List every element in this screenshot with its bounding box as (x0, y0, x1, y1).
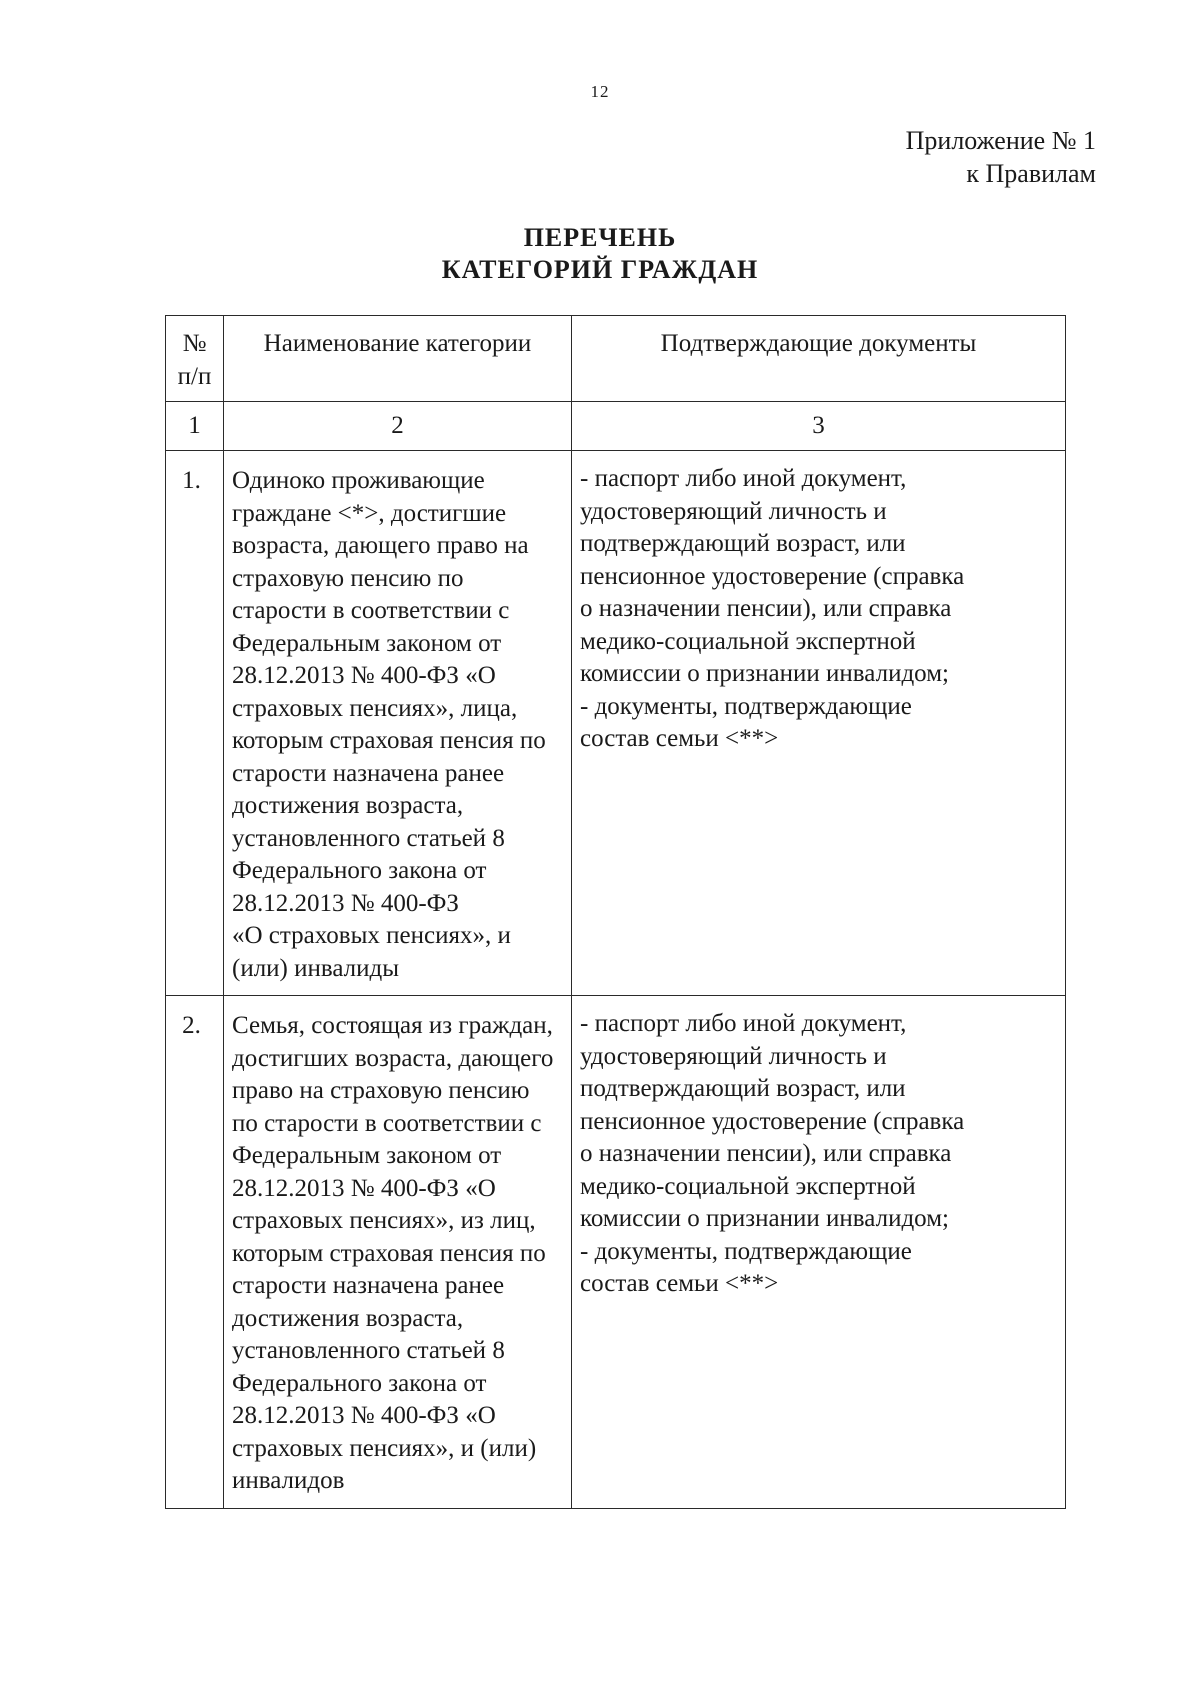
documents-line: о назначении пенсии), или справка (580, 595, 952, 622)
documents-line: состав семьи <**> (580, 1270, 779, 1297)
documents-line: о назначении пенсии), или справка (580, 1140, 952, 1167)
header-name: Наименование категории (224, 316, 572, 402)
categories-table (165, 315, 1066, 1509)
category-name-line: возраста, дающего право на (232, 532, 529, 559)
documents-cell (572, 996, 1066, 1509)
title-line-1: ПЕРЕЧЕНЬ (523, 223, 677, 252)
category-name-line: 28.12.2013 № 400-ФЗ «О (232, 662, 496, 689)
table-row (166, 996, 1066, 1509)
category-name-cell (224, 996, 572, 1509)
document-title (0, 222, 1200, 286)
header-docs: Подтверждающие документы (572, 316, 1066, 402)
column-number: 3 (572, 402, 1066, 451)
category-name-line: установленного статьей 8 (232, 824, 505, 852)
category-name-line: Одиноко проживающие (232, 467, 485, 494)
category-name-cell (224, 451, 572, 996)
documents-line: медико-социальной экспертной (580, 627, 916, 655)
header-num: № п/п (166, 316, 224, 402)
page-number: 12 (590, 82, 610, 101)
category-name-line: которым страховая пенсия по (232, 727, 546, 754)
table-header-row (166, 316, 1066, 402)
category-name-line: Федеральным законом от (232, 1142, 502, 1169)
category-name-line: граждане <*>, достигшие (232, 499, 507, 527)
category-name-line: (или) инвалиды (232, 954, 400, 982)
category-name-line: страховых пенсиях», лица, (232, 694, 518, 722)
column-number: 2 (224, 402, 572, 451)
category-name-line: Федеральным законом от (232, 629, 502, 657)
column-number-row (166, 402, 1066, 451)
documents-line: пенсионное удостоверение (справка (580, 1107, 965, 1135)
category-name-line: Семья, состоящая из граждан, (232, 1012, 553, 1039)
row-number: 1. (166, 451, 224, 996)
category-name-line: 28.12.2013 № 400-ФЗ «О (232, 1174, 496, 1202)
category-name-line: право на страховую пенсию (232, 1077, 530, 1104)
category-name-line: Федерального закона от (232, 857, 487, 884)
documents-line: - документы, подтверждающие (580, 1237, 912, 1265)
documents-line: удостоверяющий личность и (580, 1042, 887, 1070)
category-name-line: страховых пенсиях», и (или) (232, 1434, 537, 1462)
documents-line: - паспорт либо иной документ, (580, 465, 907, 492)
documents-line: удостоверяющий личность и (580, 497, 887, 525)
category-name-line: «О страховых пенсиях», и (232, 922, 511, 949)
category-name-line: старости в соответствии с (232, 597, 510, 624)
category-name-line: которым страховая пенсия по (232, 1239, 546, 1267)
appendix-line-1: Приложение № 1 (905, 126, 1096, 155)
appendix-line-2: к Правилам (966, 159, 1096, 188)
appendix-note (906, 124, 1096, 190)
category-name-line: достигших возраста, дающего (232, 1044, 554, 1072)
documents-line: пенсионное удостоверение (справка (580, 562, 965, 590)
category-name-line: установленного статьей 8 (232, 1337, 505, 1364)
table-body (166, 451, 1066, 1509)
documents-line: подтверждающий возраст, или (580, 530, 906, 557)
documents-line: состав семьи <**> (580, 725, 779, 752)
title-line-2: КАТЕГОРИЙ ГРАЖДАН (441, 255, 759, 284)
category-name-line: страховую пенсию по (232, 564, 464, 592)
documents-line: комиссии о признании инвалидом; (580, 1205, 949, 1232)
documents-line: - документы, подтверждающие (580, 692, 912, 720)
table-row (166, 451, 1066, 996)
documents-line: комиссии о признании инвалидом; (580, 660, 949, 687)
category-name-line: по старости в соответствии с (232, 1109, 542, 1137)
category-name-line: страховых пенсиях», из лиц, (232, 1207, 536, 1234)
category-name-line: 28.12.2013 № 400-ФЗ (232, 889, 459, 917)
category-name-line: Федерального закона от (232, 1369, 487, 1397)
documents-line: медико-социальной экспертной (580, 1172, 916, 1200)
category-name-line: достижения возраста, (232, 792, 464, 819)
documents-cell (572, 451, 1066, 996)
documents-line: подтверждающий возраст, или (580, 1075, 906, 1102)
row-number: 2. (166, 996, 224, 1509)
column-number: 1 (166, 402, 224, 451)
documents-line: - паспорт либо иной документ, (580, 1010, 907, 1037)
category-name-line: 28.12.2013 № 400-ФЗ «О (232, 1402, 496, 1429)
category-name-line: достижения возраста, (232, 1304, 464, 1332)
category-name-line: инвалидов (232, 1467, 345, 1494)
category-name-line: старости назначена ранее (232, 1272, 505, 1299)
category-name-line: старости назначена ранее (232, 759, 505, 787)
